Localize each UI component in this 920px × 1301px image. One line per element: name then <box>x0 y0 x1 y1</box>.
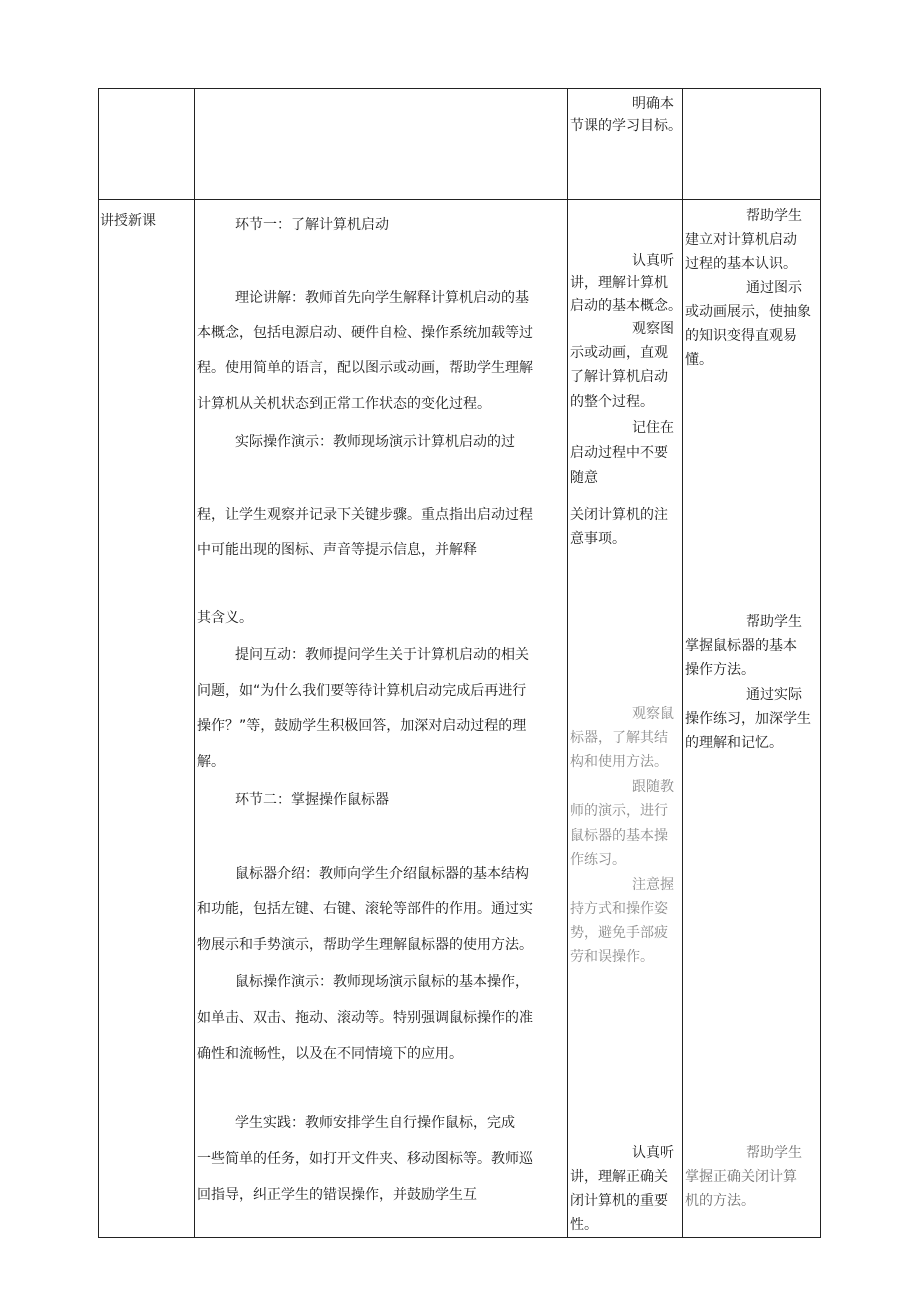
student-text-line: 讲，理解正确关 <box>570 1169 668 1185</box>
student-text-line: 讲，理解计算机 <box>570 275 668 291</box>
student-text-line: 意事项。 <box>570 531 626 547</box>
student-text-line: 闭计算机的重要 <box>570 1193 668 1209</box>
purpose-text-line: 帮助学生 <box>746 614 802 630</box>
student-text-line: 观察图 <box>632 321 674 337</box>
teacher-text-line: 操作？”等，鼓励学生积极回答，加深对启动过程的理 <box>197 718 527 734</box>
purpose-text-line: 或动画展示，使抽象 <box>685 304 811 320</box>
student-text-line: 示或动画，直观 <box>570 345 668 361</box>
teacher-text-line: 计算机从关机状态到正常工作状态的变化过程。 <box>197 396 491 412</box>
purpose-text-line: 的知识变得直观易 <box>685 328 797 344</box>
purpose-text-line: 建立对计算机启动 <box>685 232 797 248</box>
teacher-text-line: 鼠标器介绍：教师向学生介绍鼠标器的基本结构 <box>235 866 529 882</box>
table-bottom-border <box>98 1237 821 1238</box>
teacher-text-line: 回指导，纠正学生的错误操作，并鼓励学生互 <box>197 1187 477 1203</box>
student-text-line: 记住在 <box>632 420 674 436</box>
teacher-text-line: 物展示和手势演示，帮助学生理解鼠标器的使用方法。 <box>197 937 533 953</box>
teacher-text-line: 确性和流畅性，以及在不同情境下的应用。 <box>197 1046 463 1062</box>
purpose-text-line: 通过图示 <box>746 280 802 296</box>
teacher-text-line: 解。 <box>197 754 225 770</box>
student-text-line: 观察鼠 <box>632 706 674 722</box>
teacher-text-line: 一些简单的任务，如打开文件夹、移动图标等。教师巡 <box>197 1151 533 1167</box>
teacher-text-line: 问题，如“为什么我们要等待计算机启动完成后再进行 <box>197 683 527 699</box>
student-text-line: 构和使用方法。 <box>570 754 668 770</box>
purpose-text-line: 机的方法。 <box>685 1193 755 1209</box>
purpose-text-line: 通过实际 <box>746 687 802 703</box>
teacher-text-line: 鼠标操作演示：教师现场演示鼠标的基本操作， <box>235 974 529 990</box>
teacher-text-line: 理论讲解：教师首先向学生解释计算机启动的基 <box>235 290 529 306</box>
student-text-line: 关闭计算机的注 <box>570 507 668 523</box>
teacher-text-line: 环节二：掌握操作鼠标器 <box>235 792 389 808</box>
purpose-text-line: 操作方法。 <box>685 662 755 678</box>
student-text-line: 启动的基本概念。 <box>570 298 682 314</box>
student-text-line: 随意 <box>570 470 598 486</box>
teacher-text-line: 学生实践：教师安排学生自行操作鼠标，完成 <box>235 1115 515 1131</box>
teacher-text-line: 和功能，包括左键、右键、滚轮等部件的作用。通过实 <box>197 901 533 917</box>
teacher-text-line: 中可能出现的图标、声音等提示信息，并解释 <box>197 542 477 558</box>
teacher-text-line: 本概念，包括电源启动、硬件自检、操作系统加载等过 <box>197 325 533 341</box>
purpose-text-line: 操作练习，加深学生 <box>685 711 811 727</box>
column-divider-3 <box>682 88 683 1238</box>
top-student-line: 明确本 <box>632 96 674 112</box>
column-divider-1 <box>194 88 195 1238</box>
teacher-text-line: 如单击、双击、拖动、滚动等。特别强调鼠标操作的准 <box>197 1010 533 1026</box>
purpose-text-line: 帮助学生 <box>746 1145 802 1161</box>
column-divider-2 <box>567 88 568 1238</box>
purpose-text-line: 过程的基本认识。 <box>685 256 797 272</box>
student-text-line: 作练习。 <box>570 852 626 868</box>
section-label: 讲授新课 <box>100 213 156 229</box>
student-text-line: 认真听 <box>632 1145 674 1161</box>
teacher-text-line: 提问互动：教师提问学生关于计算机启动的相关 <box>235 647 529 663</box>
student-text-line: 了解计算机启动 <box>570 369 668 385</box>
student-text-line: 启动过程中不要 <box>570 445 668 461</box>
teacher-text-line: 环节一：了解计算机启动 <box>235 217 389 233</box>
purpose-text-line: 的理解和记忆。 <box>685 735 783 751</box>
student-text-line: 势，避免手部疲 <box>570 925 668 941</box>
purpose-text-line: 懂。 <box>685 352 713 368</box>
student-text-line: 鼠标器的基本操 <box>570 828 668 844</box>
student-text-line: 持方式和操作姿 <box>570 901 668 917</box>
row-divider <box>98 199 821 200</box>
teacher-text-line: 程。使用简单的语言，配以图示或动画，帮助学生理解 <box>197 360 533 376</box>
student-text-line: 师的演示，进行 <box>570 803 668 819</box>
student-text-line: 劳和误操作。 <box>570 949 654 965</box>
purpose-text-line: 掌握鼠标器的基本 <box>685 638 797 654</box>
teacher-text-line: 程，让学生观察并记录下关键步骤。重点指出启动过程 <box>197 507 533 523</box>
table-top-border <box>98 88 821 89</box>
student-text-line: 性。 <box>570 1217 598 1233</box>
purpose-text-line: 掌握正确关闭计算 <box>685 1169 797 1185</box>
student-text-line: 跟随教 <box>632 779 674 795</box>
student-text-line: 标器，了解其结 <box>570 730 668 746</box>
student-text-line: 的整个过程。 <box>570 394 654 410</box>
teacher-text-line: 实际操作演示：教师现场演示计算机启动的过 <box>235 434 515 450</box>
top-student-line: 节课的学习目标。 <box>570 118 682 134</box>
purpose-text-line: 帮助学生 <box>746 208 802 224</box>
table-left-border <box>98 88 99 1238</box>
student-text-line: 认真听 <box>632 253 674 269</box>
student-text-line: 注意握 <box>632 877 674 893</box>
teacher-text-line: 其含义。 <box>197 610 253 626</box>
table-right-border <box>820 88 821 1238</box>
